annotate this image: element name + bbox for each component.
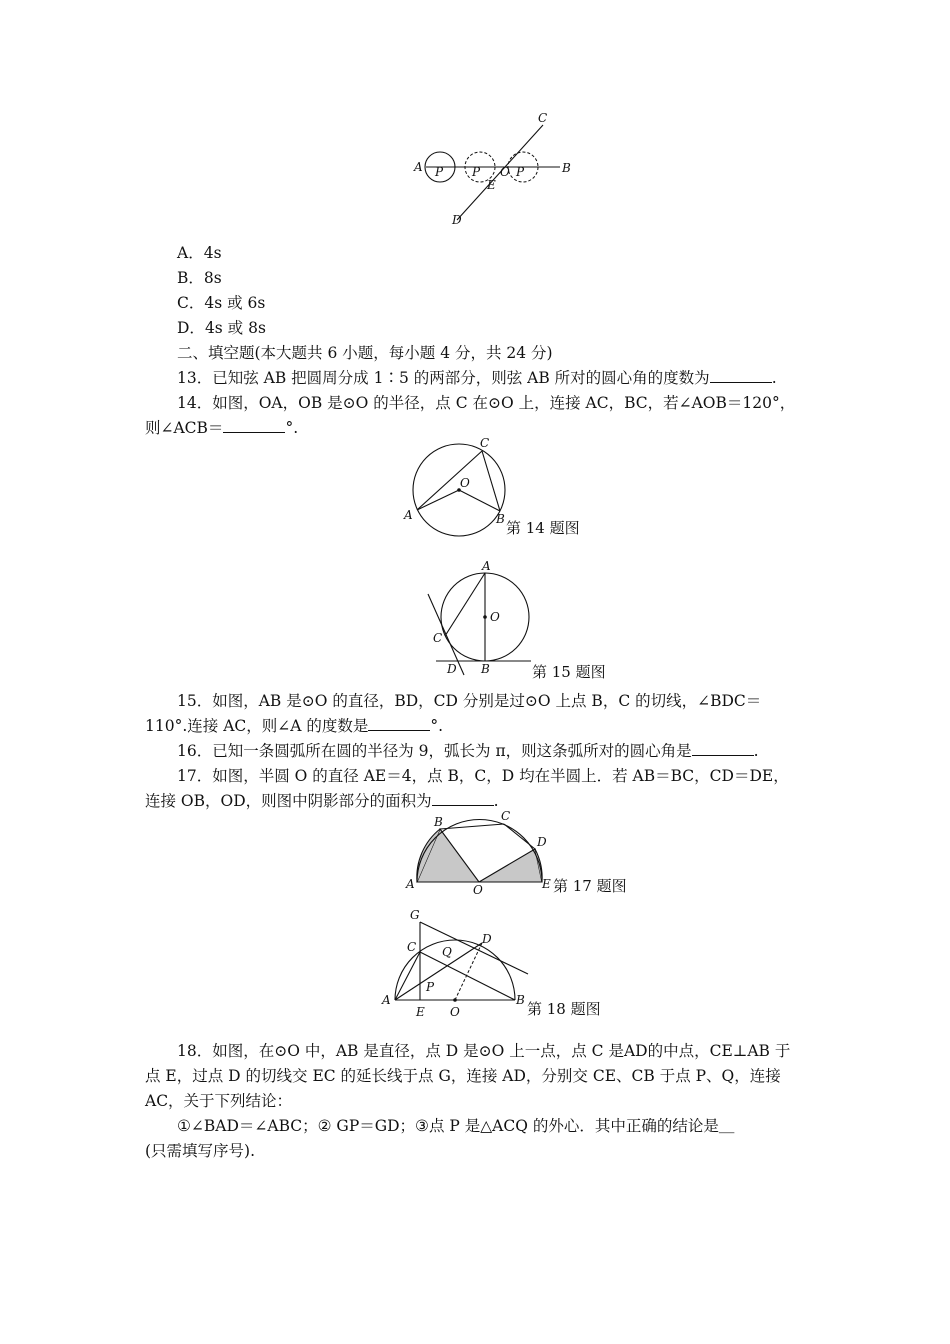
label-b: B (562, 161, 571, 175)
figure-15-caption: 第 15 题图 (532, 663, 606, 681)
label-a: A (404, 508, 413, 522)
label-p: P (426, 980, 435, 994)
question-13: 13．已知弦 AB 把圆周分成 1∶5 的两部分，则弦 AB 所对的圆心角的度数为 . (177, 369, 777, 387)
label-e: E (487, 178, 496, 192)
figure-14-caption: 第 14 题图 (506, 519, 580, 537)
figure-q12 (410, 108, 580, 228)
question-18-line-2: 点 E，过点 D 的切线交 EC 的延长线于点 G，连接 AD，分别交 CE、CB 于点 P、Q，连接 (145, 1067, 781, 1085)
label-b: B (496, 512, 505, 526)
option-d: D．4s 或 8s (177, 319, 266, 337)
label-p2: P (472, 165, 481, 179)
question-17-line-2: 连接 OB，OD，则图中阴影部分的面积为 . (145, 792, 499, 810)
label-e: E (542, 877, 551, 891)
label-d: D (482, 932, 492, 946)
label-o: O (460, 476, 470, 490)
label-g: G (410, 908, 420, 922)
label-c: C (407, 940, 417, 954)
question-18-line-1: 18．如图，在⊙O 中，AB 是直径，点 D 是⊙O 上一点，点 C 是AD的中点，CE⊥AB 于 (177, 1042, 791, 1060)
label-d: D (447, 662, 457, 676)
label-d: D (452, 213, 462, 227)
label-a: A (382, 993, 391, 1007)
label-a: A (406, 877, 415, 891)
label-q: Q (442, 945, 452, 959)
option-b: B．8s (177, 269, 222, 287)
label-o: O (450, 1005, 460, 1019)
answer-blank (692, 740, 754, 756)
question-16: 16．已知一条圆弧所在圆的半径为 9，弧长为 π，则这条弧所对的圆心角是 . (177, 742, 759, 760)
question-17-line-1: 17．如图，半圆 O 的直径 AE＝4，点 B，C，D 均在半圆上．若 AB＝BC，CD＝DE， (177, 767, 789, 785)
figure-17-caption: 第 17 题图 (553, 877, 627, 895)
option-a: A．4s (177, 244, 222, 262)
figure-q18 (378, 906, 538, 1018)
answer-blank (223, 417, 285, 433)
label-o: O (490, 610, 500, 624)
section-2-heading: 二、填空题(本大题共 6 小题，每小题 4 分，共 24 分) (177, 344, 553, 362)
label-o: O (500, 165, 510, 179)
figure-18-caption: 第 18 题图 (527, 1000, 601, 1018)
question-18-line-5: (只需填写序号). (145, 1142, 256, 1160)
question-14-line-1: 14．如图，OA，OB 是⊙O 的半径，点 C 在⊙O 上，连接 AC，BC，若∠AOB＝120°， (177, 394, 796, 412)
label-b: B (434, 815, 443, 829)
question-18-line-3: AC，关于下列结论： (145, 1092, 293, 1110)
label-a: A (482, 559, 491, 573)
label-c: C (480, 436, 490, 450)
question-18-line-4: ①∠BAD＝∠ABC；② GP＝GD；③点 P 是△ACQ 的外心．其中正确的结论是＿ (177, 1117, 735, 1135)
answer-blank (710, 367, 772, 383)
question-14-line-2: 则∠ACB＝ °. (145, 419, 299, 437)
label-a: A (414, 160, 423, 174)
answer-blank (432, 790, 494, 806)
label-e: E (416, 1005, 425, 1019)
label-o: O (473, 883, 483, 897)
label-c: C (433, 631, 443, 645)
label-p1: P (435, 165, 444, 179)
option-c: C．4s 或 6s (177, 294, 266, 312)
figure-q17 (400, 808, 560, 898)
label-c: C (501, 809, 511, 823)
question-15-line-1: 15．如图，AB 是⊙O 的直径，BD，CD 分别是过⊙O 上点 B，C 的切线，∠BDC＝ (177, 692, 762, 710)
figure-q15 (420, 558, 540, 678)
label-p3: P (516, 165, 525, 179)
figure-q14 (400, 434, 510, 544)
label-d: D (537, 835, 547, 849)
answer-blank (368, 715, 430, 731)
label-b: B (481, 662, 490, 676)
label-b: B (516, 993, 525, 1007)
question-15-line-2: 110°.连接 AC，则∠A 的度数是 °. (145, 717, 444, 735)
label-c: C (538, 111, 548, 125)
